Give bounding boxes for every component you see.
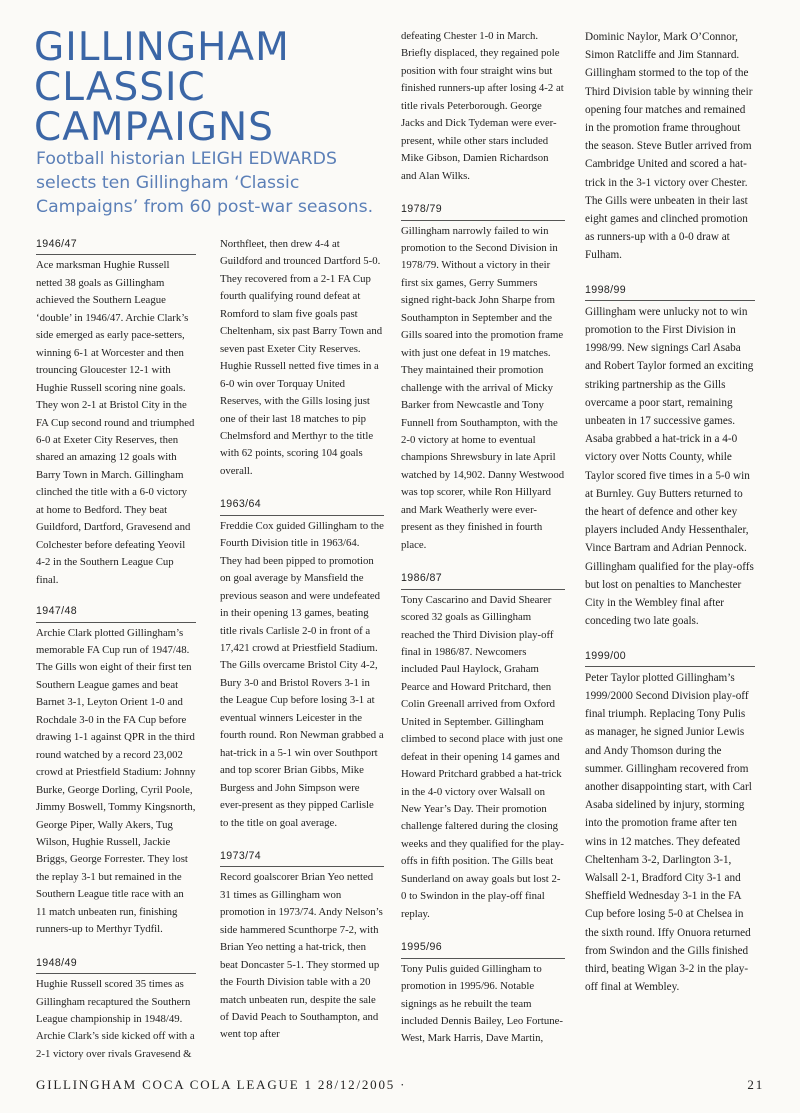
page-title: GILLINGHAM CLASSIC CAMPAIGNS (34, 25, 290, 150)
season-text: Tony Cascarino and David Shearer scored 32 goals as Gillingham reached the Third Division play-off final in 1986/87. Newcomers included Paul Haylock, Graham Pearce and Howard Pritchard, then Colin Greenall arrived from Oxford United in September. Gillingham climbed to second place with just one defeat in their opening 14 games and Howard Pritchard grabbed a hat-trick in the 4-0 victory over Walsall on New Year’s Day. Their promotion challenge faltered during the closing weeks and they qualified for the play-offs in fifth position. The Gills beat Sunderland on away goals but lost 2-0 to Swindon in the play-off final replay. (401, 593, 564, 920)
season-text: Tony Pulis guided Gillingham to promotion in 1995/96. Notable signings as he rebuilt the team included Dennis Bailey, Leo Fortune-West, Mark Harris, Dave Martin, (401, 962, 564, 1045)
season-text: Ace marksman Hughie Russell netted 38 goals as Gillingham achieved the Southern League ‘double’ in 1946/47. Archie Clark’s side emerged as early pace-setters, winning 6-1 at Worcester and then trouncing Gloucester 12-1 with Hughie Russell scoring nine goals. They won 2-1 at Bristol City in the FA Cup second round and triumphed 6-0 at Exeter City Reserves, then shared an amazing 12 goals with Barry Town in March. Gillingham clinched the title with a 6-0 victory at home to Bedford. They beat Guildford, Dartford, Gravesend and Colchester before defeating Yeovil 4-2 in the Southern League Cup final. (36, 259, 195, 586)
season-heading: 1995/96 (401, 939, 565, 958)
season-section (220, 848, 384, 1044)
season-section (401, 201, 565, 554)
season-section (585, 281, 755, 631)
season-heading: 1978/79 (401, 201, 565, 220)
season-section (36, 236, 196, 589)
season-section (401, 939, 565, 1048)
season-section (220, 496, 384, 832)
season-section (585, 647, 755, 997)
season-heading: 1986/87 (401, 570, 565, 589)
season-heading: 1963/64 (220, 496, 384, 515)
season-text: Gillingham narrowly failed to win promotion to the Second Division in 1978/79. Without a victory in their first six games, Gerry Summers signed right-back John Sharpe from Southampton in September and the Gills soared into the promotion frame with just one defeat in 19 matches. They maintained their promotion challenge with the arrival of Micky Barker from Newcastle and Tony Funnell from Southampton, with the 2-0 victory at home to eventual champions Shrewsbury in late April watched by 14,902. Danny Westwood was top scorer, while Ron Hillyard and Mark Weatherly were ever-present as they finished in fourth place. (401, 224, 565, 551)
season-text: Northfleet, then drew 4-4 at Guildford and trounced Dartford 5-0. They recovered from a 2-1 FA Cup fourth qualifying round defeat at Romford to slam five goals past Cheltenham, six past Barry Town and seven past Exeter City Reserves. Hughie Russell netted five times in a 6-0 win over Torquay United Reserves, with the Gills losing just one of their last 18 matches to pip Chelmsford and Merthyr to the title with 62 points, scoring 104 goals overall. (220, 238, 383, 477)
column-3 (401, 28, 565, 1048)
season-heading: 1947/48 (36, 603, 196, 622)
season-heading: 1973/74 (220, 848, 384, 867)
page-footer (36, 1077, 764, 1097)
season-text: Gillingham were unlucky not to win promotion to the First Division in 1998/99. New signings Carl Asaba and Robert Taylor formed an exciting striking partnership as the Gills overcame a poor start, remaining unbeaten in 17 successive games. Asaba grabbed a hat-trick in a 4-0 victory over Notts County, while Taylor scored five times in a 5-0 win at Burnley. Guy Butters returned to the heart of defence and other key players included Andy Hessenthaler, Vince Bartram and Adrian Pennock. Gillingham qualified for the play-offs but lost on penalties to Manchester City in the Wembley final after conceding two late goals. (585, 305, 754, 628)
season-section (220, 236, 384, 480)
season-section (36, 955, 196, 1064)
footer-publication: GILLINGHAM COCA COLA LEAGUE 1 28/12/2005 · (36, 1077, 407, 1092)
season-heading: 1946/47 (36, 236, 196, 255)
season-text: Peter Taylor plotted Gillingham’s 1999/2000 Second Division play-off final triumph. Replacing Tony Pulis as manager, he signed Junior Lewis and Andy Thomson during the summer. Gillingham recovered from another disappointing start, with Carl Asaba sidelined by injury, storming into the promotion frame after ten wins in 12 matches. They defeated Cheltenham 3-2, Darlington 3-1, Walsall 2-1, Bradford City 3-1 and Sheffield Wednesday 3-1 in the FA Cup before losing 5-0 at Chelsea in the sixth round. Iffy Onuora returned from Swindon and the Gills finished third, beating Wigan 3-2 in the play-off final at Wembley. (585, 671, 752, 994)
column-2 (220, 236, 384, 1044)
page-number: 21 (747, 1077, 764, 1092)
column-4 (585, 28, 755, 996)
season-text: Freddie Cox guided Gillingham to the Fourth Division title in 1963/64. They had been pipped to promotion on goal average by Mansfield the previous season and were undefeated in their opening 13 games, beating title rivals Carlisle 2-0 in front of a 17,421 crowd at Priestfield Stadium. The Gills overcame Bristol City 4-2, Bury 3-0 and Bristol Rovers 3-1 in the League Cup before losing 3-1 at eventual winners Leicester in the fourth round. Ron Newman grabbed a hat-trick in a 5-1 win over Southport and top scorer Brian Gibbs, Mike Burgess and John Simpson were ever-present as they pipped Carlisle to the title on goal average. (220, 519, 384, 829)
season-text: Hughie Russell scored 35 times as Gillingham recaptured the Southern League championship in 1948/49. Archie Clark’s side kicked off with a 2-1 victory over rivals Gravesend & (36, 978, 195, 1060)
season-section (36, 603, 196, 939)
season-heading: 1998/99 (585, 281, 755, 301)
season-heading: 1999/00 (585, 647, 755, 667)
season-text: defeating Chester 1-0 in March. Briefly displaced, they regained pole position with four straight wins but finished runners-up after losing 4-2 at title rivals Peterborough. George Jacks and Dick Tydeman were ever-present, while other stars included Mike Gibson, Damien Richardson and Alan Wilks. (401, 30, 564, 182)
intro-standfirst: Football historian LEIGH EDWARDS selects ten Gillingham ‘Classic Campaigns’ from 60 post-war seasons. (36, 149, 374, 217)
column-1 (36, 236, 196, 1063)
season-section (401, 28, 565, 185)
season-section (585, 28, 755, 265)
season-text: Record goalscorer Brian Yeo netted 31 times as Gillingham won promotion in 1973/74. Andy Nelson’s side hammered Scunthorpe 7-2, with Brian Yeo netting a hat-trick, then beat Doncaster 5-1. They stormed up the Fourth Division table with a 20 match unbeaten run, despite the sale of David Peach to Southampton, and went top after (220, 871, 383, 1041)
season-text: Dominic Naylor, Mark O’Connor, Simon Ratcliffe and Jim Stannard. Gillingham stormed to the top of the Third Division table by winning their opening four matches and remained in the promotion frame throughout the season. Steve Butler arrived from Cambridge United and scored a hat-trick in the 3-1 victory over Chester. The Gills were unbeaten in their last eight games and clinched promotion as runners-up with a 0-0 draw at Fulham. (585, 31, 753, 262)
season-heading: 1948/49 (36, 955, 196, 974)
season-text: Archie Clark plotted Gillingham’s memorable FA Cup run of 1947/48. The Gills won eight of their first ten Southern League games and beat Barnet 3-1, Leyton Orient 1-0 and Rochdale 3-0 in the FA Cup before drawing 1-1 against QPR in the third round watched by a record 23,002 crowd at Priestfield Stadium: Johnny Burke, George Dorling, Cyril Poole, Jimmy Boswell, Tommy Kingsnorth, George Piper, Wally Akers, Tug Wilson, Hughie Russell, Jackie Briggs, George Forrester. They lost the replay 3-1 but remained in the Southern League title race with an 11 match unbeaten run, finishing runners-up to Merthyr Tydfil. (36, 626, 196, 936)
season-section (401, 570, 565, 923)
